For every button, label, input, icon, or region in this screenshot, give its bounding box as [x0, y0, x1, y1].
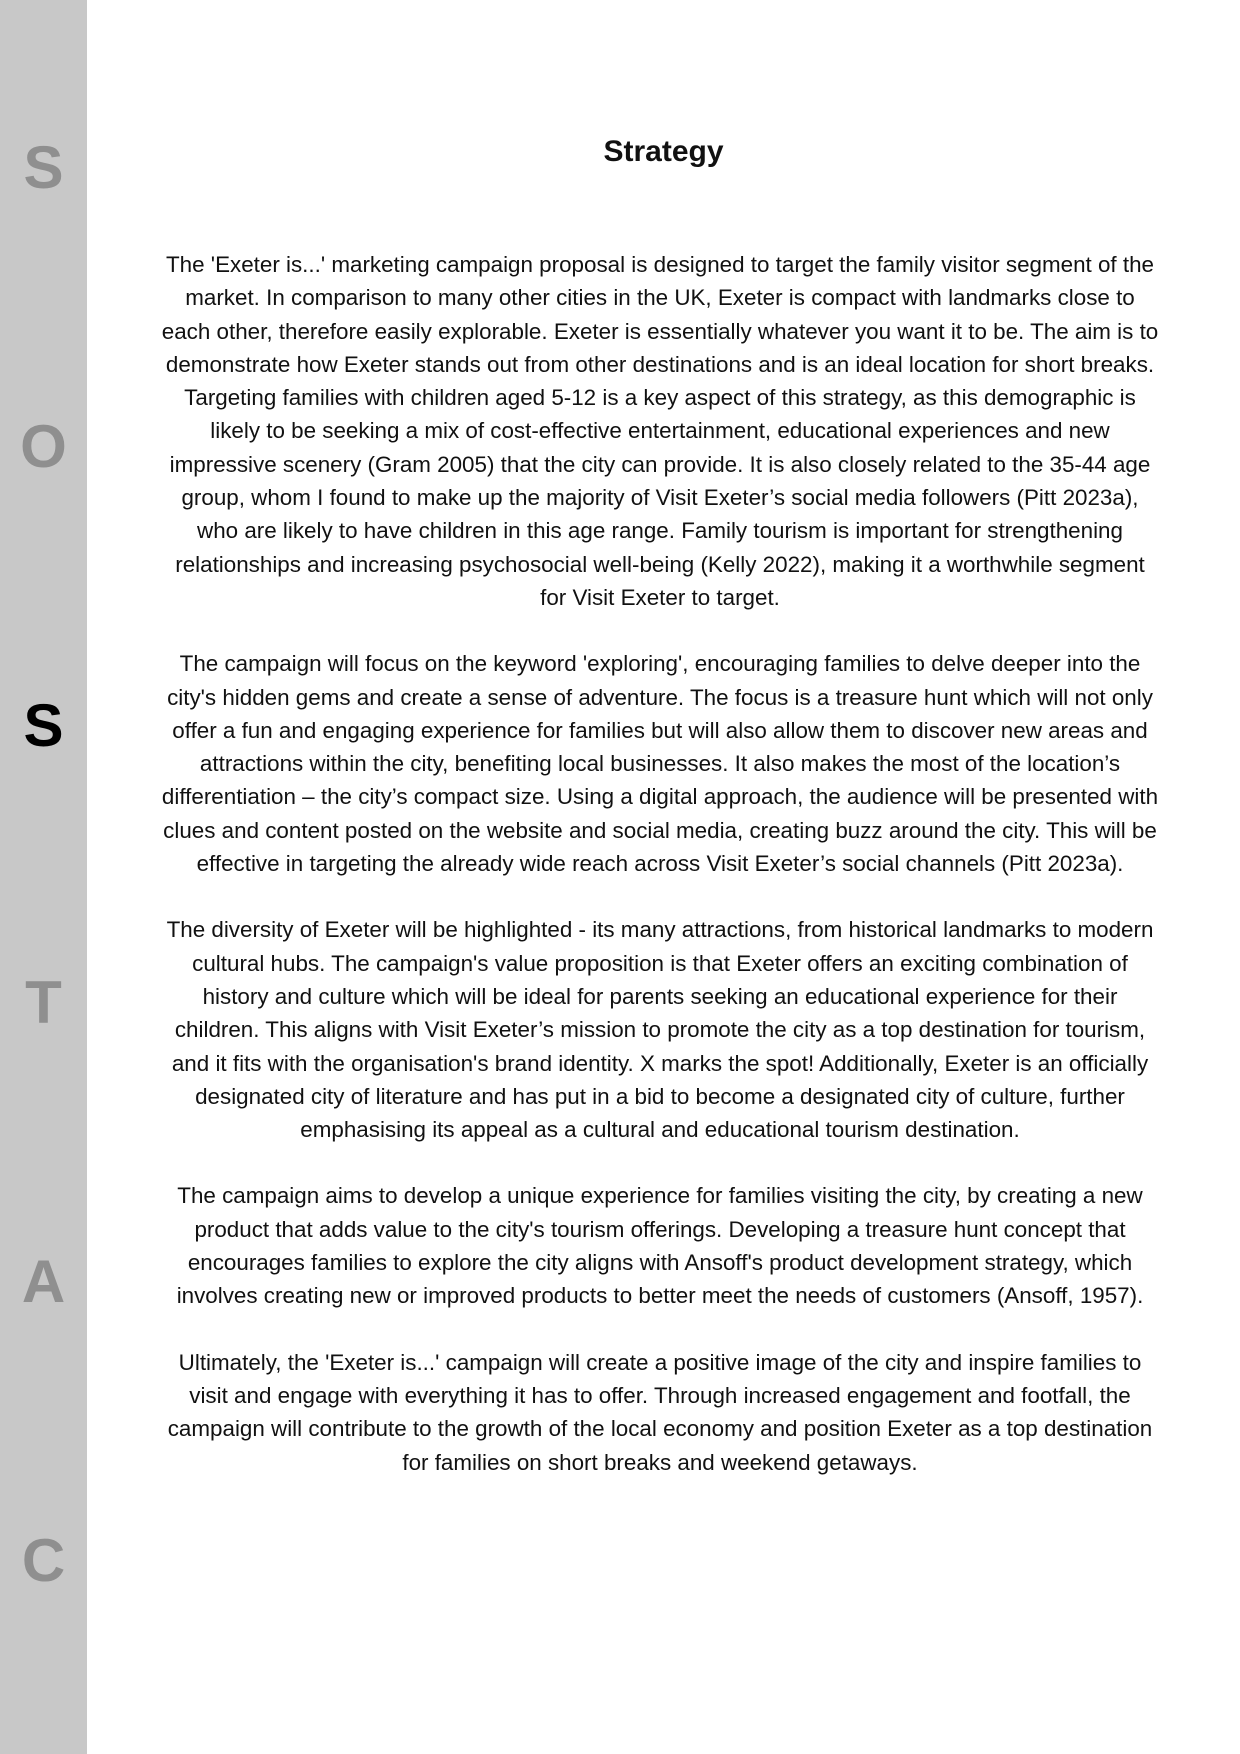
sidebar-letter-strategy-active: S — [23, 692, 64, 759]
page-title: Strategy — [603, 135, 724, 168]
sidebar-letter-action: A — [21, 1248, 66, 1315]
paragraph-diversity: The diversity of Exeter will be highlighted - its many attractions, from historical landmarks to modern cultural hubs. The campaign's value proposition is that Exeter offers an exciting combination of history and culture which will be ideal for parents seeking an educational experience for their children. This aligns with Visit Exeter’s mission to promote the city as a top destination for tourism, and it fits with the organisation's brand identity. X marks the spot! Additionally, Exeter is an officially designated city of literature and has put in a bid to become a designated city of culture, further emphasising its appeal as a cultural and educational tourism destination. — [166, 917, 1154, 1143]
paragraph-target-segment: The 'Exeter is...' marketing campaign proposal is designed to target the family visitor segment of the market. In comparison to many other cities in the UK, Exeter is compact with landmarks close to each other, therefore easily explorable. Exeter is essentially whatever you want it to be. The aim is to demonstrate how Exeter stands out from other destinations and is an ideal location for short breaks. Targeting families with children aged 5-12 is a key aspect of this strategy, as this demographic is likely to be seeking a mix of cost-effective entertainment, educational experiences and new impressive scenery (Gram 2005) that the city can provide. It is also closely related to the 35-44 age group, whom I found to make up the majority of Visit Exeter’s social media followers (Pitt 2023a), who are likely to have children in this age range. Family tourism is important for strengthening relationships and increasing psychosocial well-being (Kelly 2022), making it a worthwhile segment for Visit Exeter to target. — [161, 252, 1159, 610]
sostac-sidebar — [0, 0, 87, 1754]
body-text — [160, 248, 1160, 1512]
sidebar-letter-objectives: O — [20, 413, 67, 480]
sidebar-letter-tactics: T — [25, 969, 62, 1036]
sidebar-letter-situation: S — [23, 134, 64, 201]
paragraph-exploring-focus: The campaign will focus on the keyword 'exploring', encouraging families to delve deeper into the city's hidden gems and create a sense of adventure. The focus is a treasure hunt which will not only offer a fun and engaging experience for families but will also allow them to discover new areas and attractions within the city, benefiting local businesses. It also makes the most of the location’s differentiation – the city’s compact size. Using a digital approach, the audience will be presented with clues and content posted on the website and social media, creating buzz around the city. This will be effective in targeting the already wide reach across Visit Exeter’s social channels (Pitt 2023a). — [161, 651, 1159, 877]
paragraph-product-development: The campaign aims to develop a unique experience for families visiting the city, by creating a new product that adds value to the city's tourism offerings. Developing a treasure hunt concept that encourages families to explore the city aligns with Ansoff's product development strategy, which involves creating new or improved products to better meet the needs of customers (Ansoff, 1957). — [176, 1183, 1144, 1309]
paragraph-conclusion: Ultimately, the 'Exeter is...' campaign will create a positive image of the city and inspire families to visit and engage with everything it has to offer. Through increased engagement and footfall, the campaign will contribute to the growth of the local economy and position Exeter as a top destination for families on short breaks and weekend getaways. — [167, 1349, 1153, 1475]
sidebar-letter-control: C — [21, 1527, 66, 1594]
